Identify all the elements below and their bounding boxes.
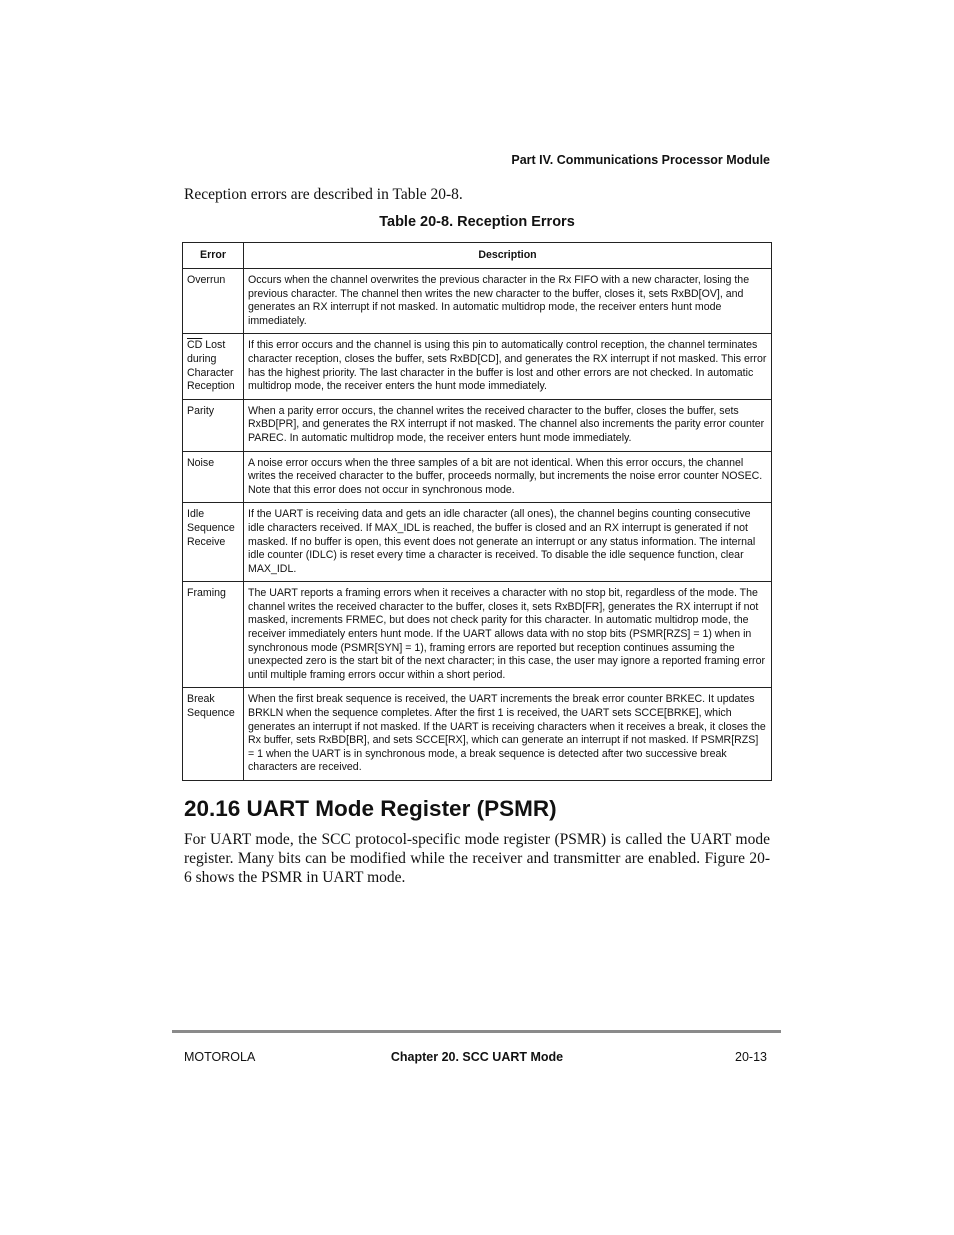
description-cell: If the UART is receiving data and gets an idle character (all ones), the channel begins counting consecutive idle characters received. If MAX_IDL is reached, the buffer is closed and an RX interrupt is generated if not masked. If no buffer is open, this event does not generate an interrupt or any status information. The internal idle counter (IDLC) is reset every time a character is received. To disable the idle sequence function, clear MAX_IDL. bbox=[244, 503, 772, 582]
table-row bbox=[183, 451, 772, 503]
error-cell bbox=[183, 334, 244, 399]
reception-errors-table bbox=[182, 242, 772, 781]
section-heading: 20.16 UART Mode Register (PSMR) bbox=[184, 796, 557, 821]
description-cell: If this error occurs and the channel is using this pin to automatically control reception, the channel terminates character reception, closes the buffer, sets RxBD[CD], and generates the RX interrupt if not masked. This error has the highest priority. The last character in the buffer is lost and other errors are not checked. In automatic multidrop mode, the receiver enters the hunt mode immediately. bbox=[244, 334, 772, 399]
intro-paragraph: Reception errors are described in Table 20-8. bbox=[184, 186, 463, 203]
footer-chapter-title: Chapter 20. SCC UART Mode bbox=[390, 1050, 564, 1064]
error-cell: Idle Sequence Receive bbox=[183, 503, 244, 582]
footer-page-number: 20-13 bbox=[735, 1050, 767, 1064]
column-header-description: Description bbox=[244, 243, 772, 269]
table-row bbox=[183, 399, 772, 451]
error-cell: Parity bbox=[183, 399, 244, 451]
error-cell: Overrun bbox=[183, 269, 244, 334]
table-row bbox=[183, 688, 772, 781]
error-label: Lost during Character Reception bbox=[187, 339, 235, 393]
description-cell: Occurs when the channel overwrites the previous character in the Rx FIFO with a new character, losing the previous character. The channel then writes the new character to the buffer, closes it, sets RxBD[OV], and generates an RX interrupt if not masked. In automatic multidrop mode, the receiver enters hunt mode immediately. bbox=[244, 269, 772, 334]
table-row bbox=[183, 334, 772, 399]
table-caption: Table 20-8. Reception Errors bbox=[379, 214, 575, 230]
section-body-paragraph: For UART mode, the SCC protocol-specific mode register (PSMR) is called the UART mode register. Many bits can be modified while the receiver and transmitter are enabled. Figure 20-6 shows the PSMR in UART mode. bbox=[184, 831, 770, 886]
error-cell: Framing bbox=[183, 582, 244, 688]
running-head: Part IV. Communications Processor Module bbox=[511, 153, 770, 167]
footer-rule bbox=[172, 1030, 781, 1033]
description-cell: A noise error occurs when the three samples of a bit are not identical. When this error occurs, the channel writes the received character to the buffer, proceeds normally, but increments the noise error counter NOSEC. Note that this error does not occur in synchronous mode. bbox=[244, 451, 772, 503]
error-signal-overline: $\overline{CD}$ bbox=[187, 339, 203, 352]
error-cell: Noise bbox=[183, 451, 244, 503]
column-header-error: Error bbox=[183, 243, 244, 269]
description-cell: When a parity error occurs, the channel writes the received character to the buffer, closes the buffer, sets RxBD[PR], and generates the RX interrupt if not masked. The channel also increments the parity error counter PAREC. In automatic multidrop mode, the receiver enters hunt mode immediately. bbox=[244, 399, 772, 451]
table-row bbox=[183, 503, 772, 582]
description-cell: When the first break sequence is received, the UART increments the break error counter BRKEC. It updates BRKLN when the sequence completes. After the first 1 is received, the UART sets SCCE[BRKE], which generates an interrupt if not masked. If the UART is receiving characters when it receives a break, it closes the Rx buffer, sets RxBD[BR], and sets SCCE[RX], which can generate an interrupt if not masked. If PSMR[RZS] = 1 when the UART is in synchronous mode, a break sequence is detected after two successive break characters are received. bbox=[244, 688, 772, 781]
description-cell: The UART reports a framing errors when it receives a character with no stop bit, regardless of the mode. The channel writes the received character to the buffer, closes it, sets RxBD[FR], generates the RX interrupt if not masked, increments FRMEC, but does not check parity for this character. In automatic multidrop mode, the receiver immediately enters hunt mode. If the UART allows data with no stop bits (PSMR[RZS] = 1) when in synchronous mode (PSMR[SYN] = 1), framing errors are reported but reception continues assuming the unexpected zero is the start bit of the next character; in this case, the user may ignore a reported framing error until multiple framing errors occur within a short period. bbox=[244, 582, 772, 688]
table-header-row bbox=[183, 243, 772, 269]
footer-publisher: MOTOROLA bbox=[184, 1050, 256, 1064]
error-cell: Break Sequence bbox=[183, 688, 244, 781]
table-row bbox=[183, 582, 772, 688]
table-row bbox=[183, 269, 772, 334]
